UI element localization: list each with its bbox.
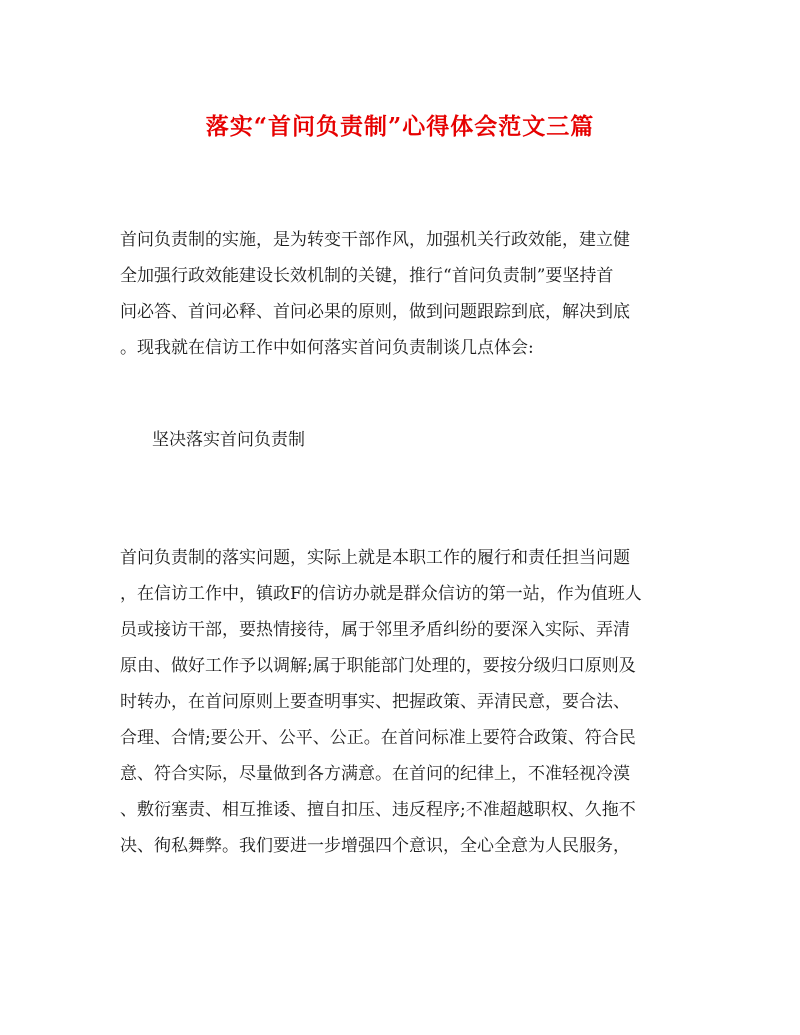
paragraph-line: 问必答、首问必释、首问必果的原则，做到问题跟踪到底，解决到底 (120, 302, 630, 322)
paragraph-line: 时转办，在首问原则上要查明事实、把握政策、弄清民意，要合法、 (120, 692, 630, 712)
paragraph-line: 原由、做好工作予以调解;属于职能部门处理的，要按分级归口原则及 (120, 656, 636, 676)
document-title: 落实“首问负责制”心得体会范文三篇 (205, 113, 595, 140)
paragraph-line: 。现我就在信访工作中如何落实首问负责制谈几点体会: (120, 338, 534, 358)
paragraph-line: 员或接访干部，要热情接待，属于邻里矛盾纠纷的要深入实际、弄清 (120, 620, 630, 640)
paragraph-line: 首问负责制的落实问题，实际上就是本职工作的履行和责任担当问题 (120, 548, 630, 568)
paragraph-intro (120, 222, 680, 366)
paragraph-line: 合理、合情;要公开、公平、公正。在首问标准上要符合政策、符合民 (120, 728, 636, 748)
paragraph-line: 全加强行政效能建设长效机制的关键，推行“首问负责制”要坚持首 (120, 266, 614, 286)
paragraph-line: 决、徇私舞弊。我们要进一步增强四个意识，全心全意为人民服务， (120, 836, 630, 856)
paragraph-line: 意、符合实际，尽量做到各方满意。在首问的纪律上，不准轻视冷漠 (120, 764, 630, 784)
section-heading: 坚决落实首问负责制 (152, 430, 305, 450)
paragraph-line: 首问负责制的实施，是为转变干部作风，加强机关行政效能，建立健 (120, 230, 630, 250)
paragraph-line: 、敷衍塞责、相互推诿、擅自扣压、违反程序;不准超越职权、久拖不 (120, 800, 636, 820)
paragraph-body (120, 540, 680, 864)
paragraph-line: ，在信访工作中，镇政F的信访办就是群众信访的第一站，作为值班人 (120, 584, 642, 604)
